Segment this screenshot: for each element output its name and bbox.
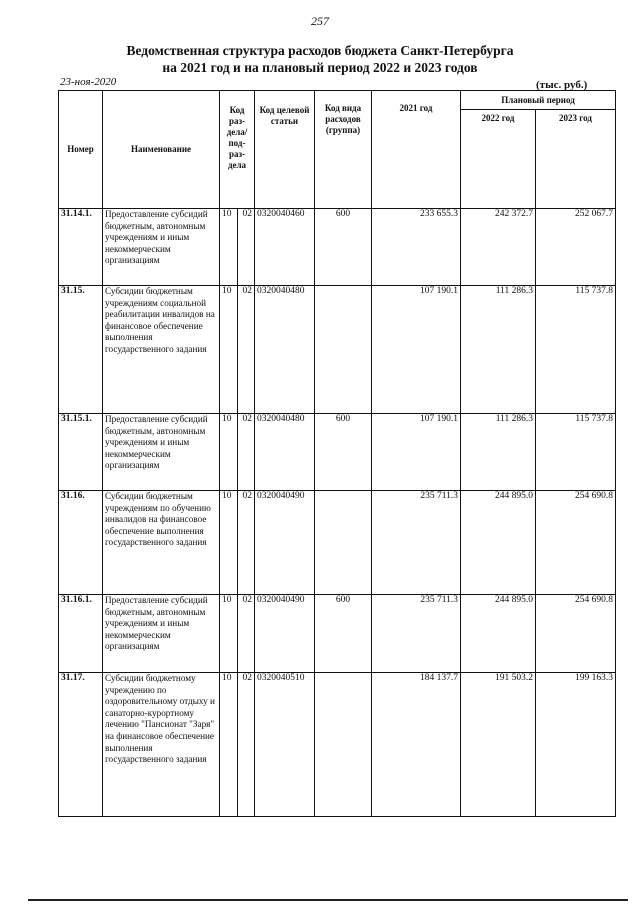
amount-2021: 107 190.1 bbox=[372, 286, 461, 414]
row-number: 31.16. bbox=[59, 491, 103, 595]
table-row bbox=[59, 286, 616, 414]
target-code: 0320040480 bbox=[255, 414, 315, 491]
amount-2023: 115 737.8 bbox=[536, 286, 616, 414]
bottom-divider bbox=[28, 899, 628, 901]
amount-2022: 191 503.2 bbox=[461, 673, 536, 817]
subsection-code: 02 bbox=[238, 414, 255, 491]
subsection-code: 02 bbox=[238, 673, 255, 817]
row-number: 31.15. bbox=[59, 286, 103, 414]
section-code: 10 bbox=[220, 209, 238, 286]
expense-type-code: 600 bbox=[315, 209, 372, 286]
document-title bbox=[0, 42, 640, 76]
row-name: Предоставление субсидий бюджетным, автономным учреждениям и иным некоммерческим организациям bbox=[103, 209, 220, 286]
target-code: 0320040490 bbox=[255, 491, 315, 595]
document-date: 23-ноя-2020 bbox=[60, 76, 117, 88]
row-name: Предоставление субсидий бюджетным, автономным учреждениям и иным некоммерческим организациям bbox=[103, 414, 220, 491]
amount-2021: 233 655.3 bbox=[372, 209, 461, 286]
row-number: 31.16.1. bbox=[59, 595, 103, 673]
section-code: 10 bbox=[220, 286, 238, 414]
expense-type-code: 600 bbox=[315, 414, 372, 491]
header-section-code: Код раз-дела/ под-раз-дела bbox=[220, 91, 255, 209]
amount-2023: 115 737.8 bbox=[536, 414, 616, 491]
target-code: 0320040480 bbox=[255, 286, 315, 414]
row-name: Субсидии бюджетному учреждению по оздоровительному отдыху и санаторно-курортному лечению "Пансионат "Заря" на финансовое обеспечение выполнения государственного задания bbox=[103, 673, 220, 817]
amount-2021: 235 711.3 bbox=[372, 491, 461, 595]
amount-2021: 235 711.3 bbox=[372, 595, 461, 673]
row-name: Предоставление субсидий бюджетным, автономным учреждениям и иным некоммерческим организациям bbox=[103, 595, 220, 673]
title-line-1: Ведомственная структура расходов бюджета Санкт-Петербурга bbox=[126, 43, 514, 58]
subsection-code: 02 bbox=[238, 491, 255, 595]
amount-2022: 111 286.3 bbox=[461, 414, 536, 491]
amount-2023: 254 690.8 bbox=[536, 595, 616, 673]
header-year-2021: 2021 год bbox=[372, 91, 461, 209]
page-number: 257 bbox=[311, 14, 329, 28]
target-code: 0320040510 bbox=[255, 673, 315, 817]
row-number: 31.17. bbox=[59, 673, 103, 817]
subsection-code: 02 bbox=[238, 595, 255, 673]
header-year-2023: 2023 год bbox=[536, 110, 616, 209]
header-name: Наименование bbox=[103, 91, 220, 209]
budget-table bbox=[58, 90, 616, 817]
amount-2023: 252 067.7 bbox=[536, 209, 616, 286]
amount-2022: 111 286.3 bbox=[461, 286, 536, 414]
header-planned-period: Плановый период bbox=[461, 91, 616, 110]
section-code: 10 bbox=[220, 414, 238, 491]
row-number: 31.15.1. bbox=[59, 414, 103, 491]
header-target-code: Код целевой статьи bbox=[255, 91, 315, 209]
section-code: 10 bbox=[220, 491, 238, 595]
section-code: 10 bbox=[220, 673, 238, 817]
amount-2023: 254 690.8 bbox=[536, 491, 616, 595]
row-number: 31.14.1. bbox=[59, 209, 103, 286]
amount-2021: 184 137.7 bbox=[372, 673, 461, 817]
amount-2023: 199 163.3 bbox=[536, 673, 616, 817]
section-code: 10 bbox=[220, 595, 238, 673]
row-name: Субсидии бюджетным учреждениям социальной реабилитации инвалидов на финансовое обеспечение выполнения государственного задания bbox=[103, 286, 220, 414]
header-expense-type-code: Код вида расходов (группа) bbox=[315, 91, 372, 209]
amount-2022: 242 372.7 bbox=[461, 209, 536, 286]
row-name: Субсидии бюджетным учреждениям по обучению инвалидов на финансовое обеспечение выполнения государственного задания bbox=[103, 491, 220, 595]
target-code: 0320040490 bbox=[255, 595, 315, 673]
expense-type-code: 600 bbox=[315, 595, 372, 673]
target-code: 0320040460 bbox=[255, 209, 315, 286]
table-row bbox=[59, 673, 616, 817]
table-row bbox=[59, 414, 616, 491]
subsection-code: 02 bbox=[238, 209, 255, 286]
units-label: (тыс. руб.) bbox=[536, 79, 588, 91]
header-number: Номер bbox=[59, 91, 103, 209]
expense-type-code bbox=[315, 286, 372, 414]
table-row bbox=[59, 491, 616, 595]
subsection-code: 02 bbox=[238, 286, 255, 414]
amount-2022: 244 895.0 bbox=[461, 491, 536, 595]
title-line-2: на 2021 год и на плановый период 2022 и 2023 годов bbox=[162, 60, 478, 75]
table-row bbox=[59, 209, 616, 286]
table-row bbox=[59, 595, 616, 673]
header-year-2022: 2022 год bbox=[461, 110, 536, 209]
expense-type-code bbox=[315, 673, 372, 817]
amount-2021: 107 190.1 bbox=[372, 414, 461, 491]
expense-type-code bbox=[315, 491, 372, 595]
amount-2022: 244 895.0 bbox=[461, 595, 536, 673]
